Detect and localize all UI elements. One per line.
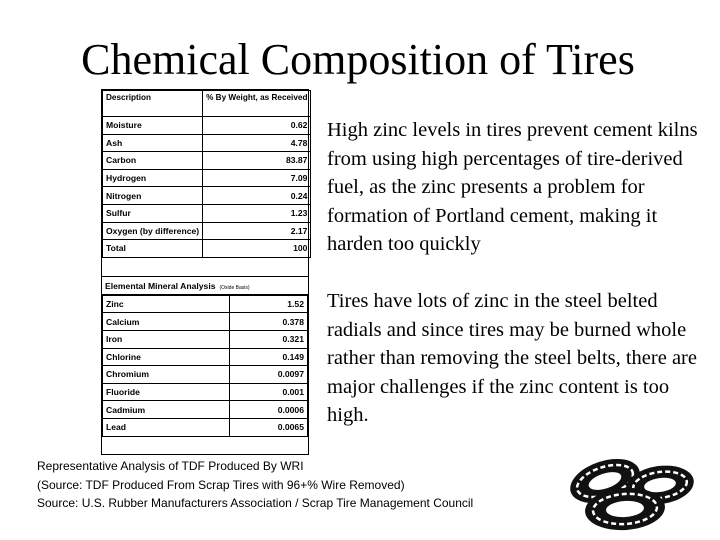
- table-row: [103, 240, 311, 258]
- table-row: [103, 330, 308, 348]
- source-line: Representative Analysis of TDF Produced By WRI: [37, 459, 304, 473]
- header-percent-weight: % By Weight, as Received: [203, 91, 311, 117]
- row-label: Nitrogen: [103, 187, 203, 205]
- row-label: Total: [103, 240, 203, 258]
- table-row: [103, 152, 311, 170]
- source-line: Source: U.S. Rubber Manufacturers Association / Scrap Tire Management Council: [37, 496, 474, 510]
- row-value: 2.17: [203, 222, 311, 240]
- table-spacer: [102, 258, 308, 277]
- row-label: Sulfur: [103, 204, 203, 222]
- zinc-kiln-paragraph: High zinc levels in tires prevent cement kilns from using high percentages of tire-derived fuel, as the zinc presents a problem for formation of Portland cement, making it harden too quickly: [327, 119, 698, 255]
- table-row: [103, 401, 308, 419]
- row-value: 0.62: [203, 117, 311, 135]
- composition-table: [101, 89, 309, 455]
- tire-pile-icon: [560, 441, 700, 533]
- row-value: 1.23: [203, 204, 311, 222]
- row-value: 1.52: [230, 295, 308, 313]
- table-row: [103, 383, 308, 401]
- table-row: [103, 187, 311, 205]
- row-value: 7.09: [203, 169, 311, 187]
- table-row: [103, 313, 308, 331]
- row-label: Hydrogen: [103, 169, 203, 187]
- row-value: 0.0065: [230, 418, 308, 436]
- row-label: Chromium: [103, 366, 230, 384]
- table-row: [103, 295, 308, 313]
- row-value: 0.24: [203, 187, 311, 205]
- row-value: 0.0097: [230, 366, 308, 384]
- table-row: [103, 117, 311, 135]
- row-label: Zinc: [103, 295, 230, 313]
- mineral-heading-text: Elemental Mineral Analysis: [105, 280, 216, 291]
- slide-title: Chemical Composition of Tires: [81, 35, 635, 84]
- header-description: Description: [103, 91, 203, 117]
- row-value: 0.378: [230, 313, 308, 331]
- row-label: Cadmium: [103, 401, 230, 419]
- row-value: 0.0006: [230, 401, 308, 419]
- mineral-analysis-table: [102, 295, 308, 437]
- table-row: [103, 134, 311, 152]
- row-label: Fluoride: [103, 383, 230, 401]
- source-line: (Source: TDF Produced From Scrap Tires with 96+% Wire Removed): [37, 477, 405, 492]
- table-row: [103, 348, 308, 366]
- row-value: 0.149: [230, 348, 308, 366]
- steel-belt-paragraph: Tires have lots of zinc in the steel belted radials and since tires may be burned whole rather than removing the steel belts, there are major challenges if the zinc content is too high.: [327, 290, 697, 426]
- row-label: Ash: [103, 134, 203, 152]
- row-value: 83.87: [203, 152, 311, 170]
- row-value: 0.001: [230, 383, 308, 401]
- row-label: Lead: [103, 418, 230, 436]
- table-header-row: [103, 91, 311, 117]
- row-label: Calcium: [103, 313, 230, 331]
- row-label: Carbon: [103, 152, 203, 170]
- row-label: Chlorine: [103, 348, 230, 366]
- row-value: 100: [203, 240, 311, 258]
- row-label: Oxygen (by difference): [103, 222, 203, 240]
- table-row: [103, 169, 311, 187]
- row-label: Moisture: [103, 117, 203, 135]
- table-row: [103, 418, 308, 436]
- source-notes: [37, 457, 557, 513]
- table-row: [103, 366, 308, 384]
- mineral-heading-note: (Oxide Basis): [219, 284, 250, 291]
- row-value: 4.78: [203, 134, 311, 152]
- row-value: 0.321: [230, 330, 308, 348]
- row-label: Iron: [103, 330, 230, 348]
- table-row: [103, 204, 311, 222]
- proximate-analysis-table: [102, 90, 311, 258]
- table-row: [103, 222, 311, 240]
- mineral-analysis-heading: [102, 277, 308, 295]
